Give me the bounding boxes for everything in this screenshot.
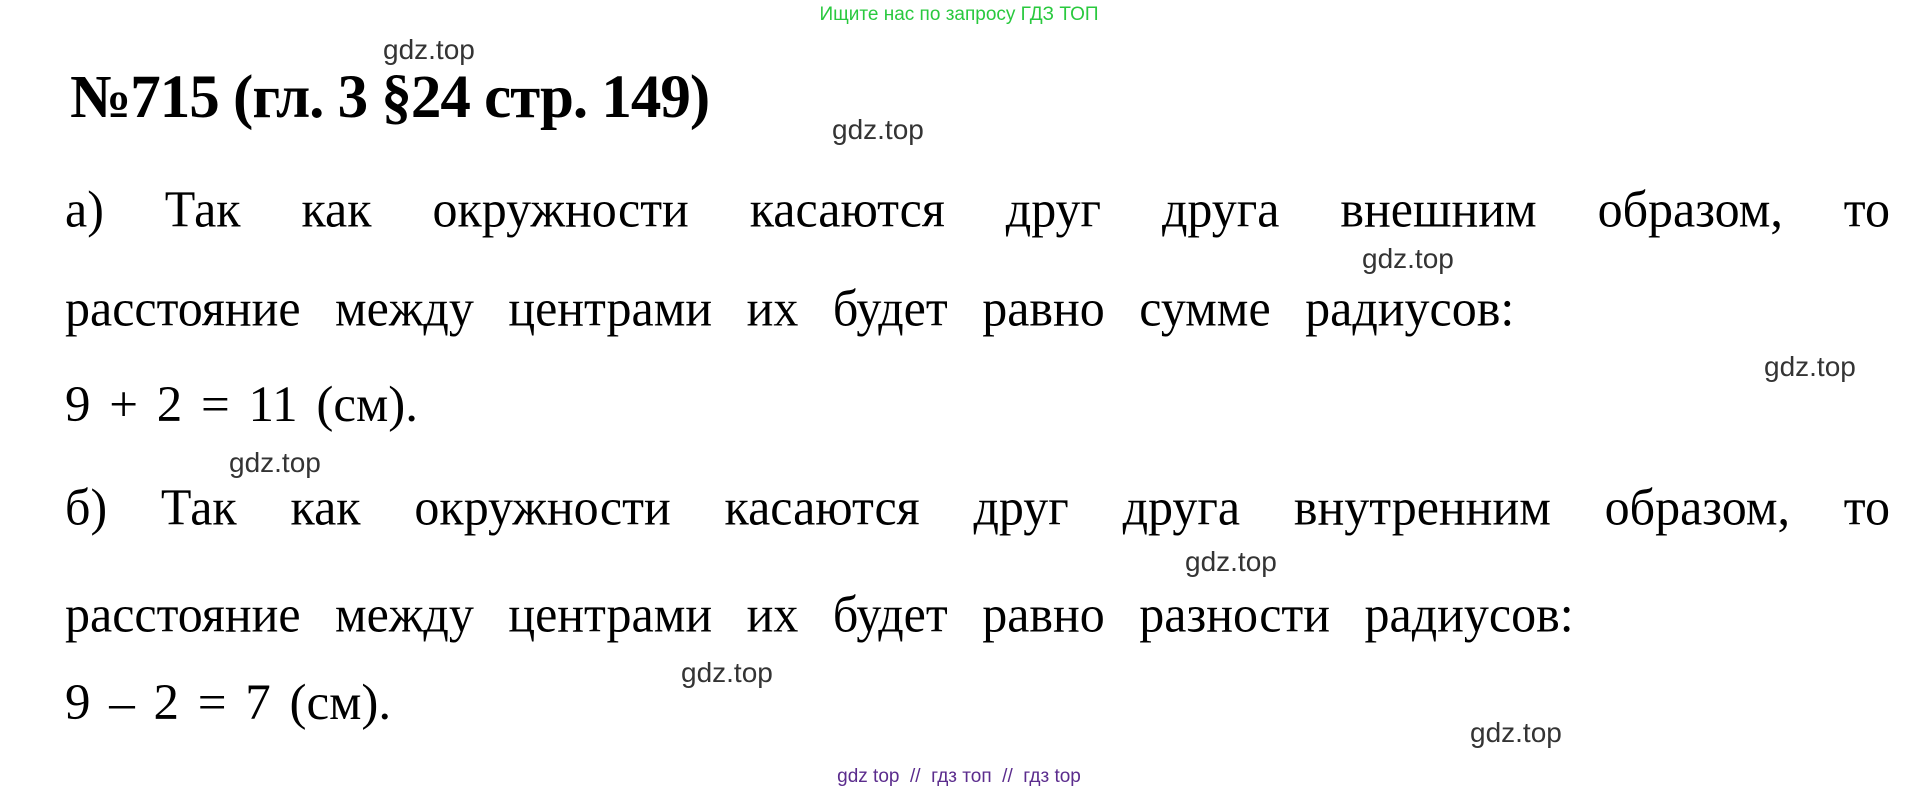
solution-a-line-1: а) Так как окружности касаются друг друга внешним образом, то xyxy=(65,179,1890,239)
watermark-gdz-top: gdz.top xyxy=(681,657,773,688)
solution-b-equation: 9 – 2 = 7 (см). xyxy=(65,675,392,731)
watermark-gdz-top: gdz.top xyxy=(1470,717,1562,748)
watermark-gdz-top: gdz.top xyxy=(229,447,321,478)
promo-banner: Ищите нас по запросу ГДЗ ТОП xyxy=(819,4,1099,25)
solution-a-equation: 9 + 2 = 11 (см). xyxy=(65,377,419,433)
site-footer: gdz top // гдз топ // гдз top xyxy=(837,766,1081,787)
watermark-gdz-top: gdz.top xyxy=(1362,243,1454,274)
watermark-gdz-top: gdz.top xyxy=(1185,546,1277,577)
solution-b-line-2: расстояние между центрами их будет равно разности радиусов: xyxy=(65,584,1574,644)
solution-b-line-1: б) Так как окружности касаются друг друга внутренним образом, то xyxy=(65,477,1890,537)
solution-a-line-2: расстояние между центрами их будет равно сумме радиусов: xyxy=(65,278,1515,338)
watermark-gdz-top: gdz.top xyxy=(832,114,924,145)
page-title: №715 (гл. 3 §24 стр. 149) xyxy=(70,64,710,131)
watermark-gdz-top: gdz.top xyxy=(1764,351,1856,382)
watermark-gdz-top: gdz.top xyxy=(383,34,475,65)
